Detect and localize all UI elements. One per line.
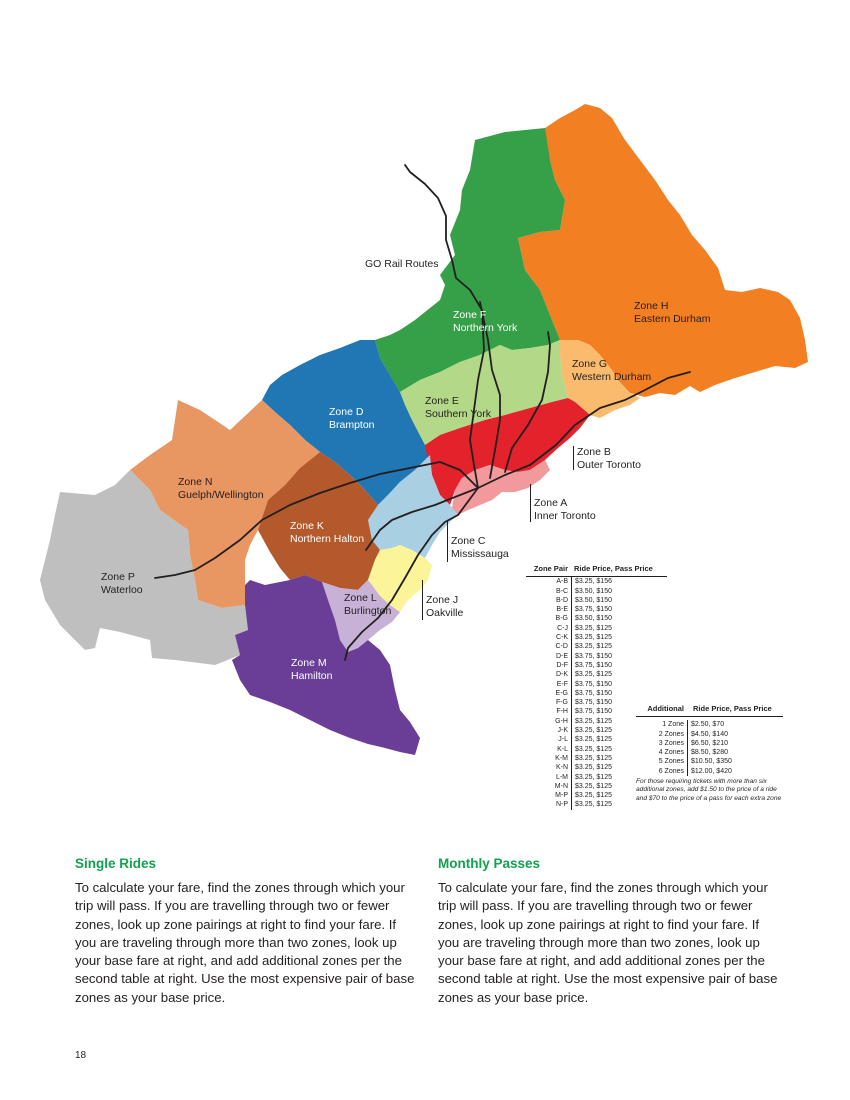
zone-pair-price: $3.25, $125 [571,735,667,744]
zone-pair-row [526,680,667,689]
zone-d-name: Zone D [329,406,364,418]
monthly-passes-section [438,856,783,1007]
zone-g-region: Western Durham [572,371,652,383]
zone-pair-price: $3.25, $125 [571,791,667,800]
zone-pair-price: $3.25, $125 [571,773,667,782]
zone-k-name: Zone K [290,520,324,532]
zone-f-label [453,309,517,335]
zone-pair-row [526,633,667,642]
zone-pair-price: $3.25, $125 [571,642,667,651]
zone-pair-price: $3.75, $150 [571,689,667,698]
additional-zone-label: 6 Zones [658,767,684,775]
zone-pair-price: $3.75, $150 [571,605,667,614]
zone-pair-header: Zone Pair [533,564,568,573]
additional-rows [636,717,783,776]
zone-pair-price: $3.25, $125 [571,782,667,791]
zone-pair-label: C-J [557,624,568,632]
zone-pair-label: L-M [555,773,568,781]
additional-zone-row [636,739,783,748]
zone-j-label [426,594,463,620]
zone-l-label [344,592,391,618]
zone-j-region: Oakville [426,607,464,619]
zone-pair-row [526,670,667,679]
zone-h-region: Eastern Durham [634,313,711,325]
additional-zone-row [636,748,783,757]
additional-zone-price: $8.50, $280 [687,748,781,757]
zone-c-region: Mississauga [451,548,509,560]
zone-pair-price: $3.25, $156 [571,577,667,586]
zone-b-callout [573,446,574,470]
zone-h-label [634,300,710,326]
additional-table-header [636,704,783,717]
zone-pair-price: $3.75, $150 [571,680,667,689]
zone-k-label [290,520,364,546]
zone-pair-label: B-G [555,615,568,623]
zone-pair-row [526,689,667,698]
additional-zone-price: $2.50, $70 [687,720,781,729]
zone-pair-price: $3.25, $125 [571,633,667,642]
additional-zones-table [636,704,783,776]
zone-pair-label: E-F [556,680,568,688]
zone-c-name: Zone C [451,535,486,547]
zone-g-name: Zone G [572,358,608,370]
zone-pair-price: $3.25, $125 [571,670,667,679]
zone-pair-label: J-L [558,736,568,744]
zone-pair-price: $3.25, $125 [571,717,667,726]
additional-zone-label: 3 Zones [658,739,684,747]
additional-zone-price: $10.50, $350 [687,757,781,766]
zone-n-label [178,476,264,502]
additional-zone-label: 2 Zones [658,730,684,738]
zone-pair-label: A-B [556,578,568,586]
additional-zone-price: $4.50, $140 [687,730,781,739]
additional-zone-price: $12.00, $420 [687,767,781,776]
zone-l-region: Burlington [344,605,392,617]
zone-a-label [534,497,596,523]
zone-pair-label: K-N [555,764,568,772]
zone-pair-label: M-P [555,792,568,800]
zone-pair-price: $3.25, $125 [571,745,667,754]
zone-pair-label: K-M [555,754,568,762]
zone-n-name: Zone N [178,476,213,488]
zone-n-region: Guelph/Wellington [178,489,264,501]
zone-m-name: Zone M [291,657,327,669]
zone-pair-row [526,661,667,670]
zone-a-callout [530,484,531,522]
additional-zone-label: 5 Zones [658,758,684,766]
monthly-passes-body: To calculate your fare, find the zones through which your trip will pass. If you are travelling through two or fewer zones, look up zone pairings at right to find your fare. If you are traveling through more than two zones, look up your base fare at right, and add additional zones per the second table at right. Use the most expensive pair of base zones as your base price. [438,880,778,1005]
zone-d-region: Brampton [329,419,375,431]
zone-pair-label: B-E [556,606,568,614]
zone-pair-price: $3.25, $125 [571,763,667,772]
zone-pair-row [526,624,667,633]
zone-pair-row [526,587,667,596]
zone-k-region: Northern Halton [290,533,365,545]
zone-c-callout [447,520,448,562]
zone-j-name: Zone J [426,594,459,606]
zone-pair-label: M-N [554,782,568,790]
additional-zone-row [636,720,783,729]
zone-m-label [291,657,332,683]
zone-g-label [572,358,651,384]
zone-e-name: Zone E [425,395,459,407]
zone-pair-label: J-K [557,727,568,735]
zone-pair-label: D-F [556,661,568,669]
zone-pair-label: G-H [555,717,568,725]
zone-b-region: Outer Toronto [577,459,642,471]
zone-h-name: Zone H [634,300,669,312]
zone-p-name: Zone P [101,571,135,583]
zone-pair-row [526,642,667,651]
zone-pair-price: $3.25, $125 [571,800,667,809]
zone-d-label [329,406,375,432]
additional-zone-price: $6.50, $210 [687,739,781,748]
zone-pair-label: F-G [555,699,568,707]
zone-pair-row [526,614,667,623]
zone-pair-price: $3.25, $125 [571,726,667,735]
zone-pair-price: $3.25, $125 [571,624,667,633]
zone-m-region: Hamilton [291,670,333,682]
zone-pair-label: D-K [555,671,568,679]
zone-pair-label: D-E [555,652,568,660]
zone-b-label [577,446,641,472]
zone-b-name: Zone B [577,446,611,458]
zone-pair-row [526,605,667,614]
zone-pair-label: F-H [556,708,568,716]
zone-pair-price: $3.25, $125 [571,754,667,763]
zone-j-callout [422,580,423,620]
zone-pair-row [526,652,667,661]
zone-a-name: Zone A [534,497,568,509]
zone-l-name: Zone L [344,592,377,604]
zone-e-region: Southern York [425,408,491,420]
zone-pair-row [526,577,667,586]
zone-pair-table-header [526,564,667,577]
additional-zone-row [636,730,783,739]
zone-p-region: Waterloo [101,584,143,596]
zone-pair-price: $3.75, $150 [571,652,667,661]
single-rides-title: Single Rides [75,856,157,871]
rail-routes-label: GO Rail Routes [365,258,439,270]
zone-e-label [425,395,491,421]
single-rides-body: To calculate your fare, find the zones through which your trip will pass. If you are travelling through two or fewer zones, look up zone pairings at right to find your fare. If you are traveling through more than two zones, look up your base fare at right, and add additional zones per the second table at right. Use the most expensive pair of base zones as your base price. [75,880,415,1005]
single-rides-section [75,856,420,1007]
zone-pair-price: $3.75, $150 [571,698,667,707]
additional-zone-row [636,767,783,776]
zone-f-region: Northern York [453,322,518,334]
additional-zone-label: 4 Zones [658,749,684,757]
additional-zone-label: 1 Zone [662,721,684,729]
zone-pair-row [526,596,667,605]
page-number: 18 [75,1050,87,1061]
zone-c-label [451,535,509,561]
additional-price-header: Ride Price, Pass Price [693,704,772,713]
zone-pair-label: N-P [555,801,568,809]
zone-f-name: Zone F [453,309,487,321]
zone-pair-label: C-D [555,643,568,651]
additional-header: Additional [647,704,684,713]
zone-p-label [101,571,143,597]
zone-pair-label: K-L [557,745,568,753]
additional-zones-note: For those requiring tickets with more than six additional zones, add $1.50 to the price of a ride and $70 to the price of a pass for each extra zone [636,778,782,802]
zone-pair-label: E-G [555,689,568,697]
zone-a-region: Inner Toronto [534,510,596,522]
zone-pair-label: B-C [555,587,568,595]
zone-pair-price: $3.75, $150 [571,707,667,716]
zone-pair-price: $3.50, $150 [571,587,667,596]
zone-pair-label: B-D [555,596,568,604]
zone-pair-price: $3.50, $150 [571,614,667,623]
additional-zone-row [636,757,783,766]
zone-pair-price: $3.50, $150 [571,596,667,605]
price-header: Ride Price, Pass Price [574,564,653,573]
zone-pair-label: C-K [555,634,568,642]
zone-pair-price: $3.75, $150 [571,661,667,670]
monthly-passes-title: Monthly Passes [438,856,541,871]
